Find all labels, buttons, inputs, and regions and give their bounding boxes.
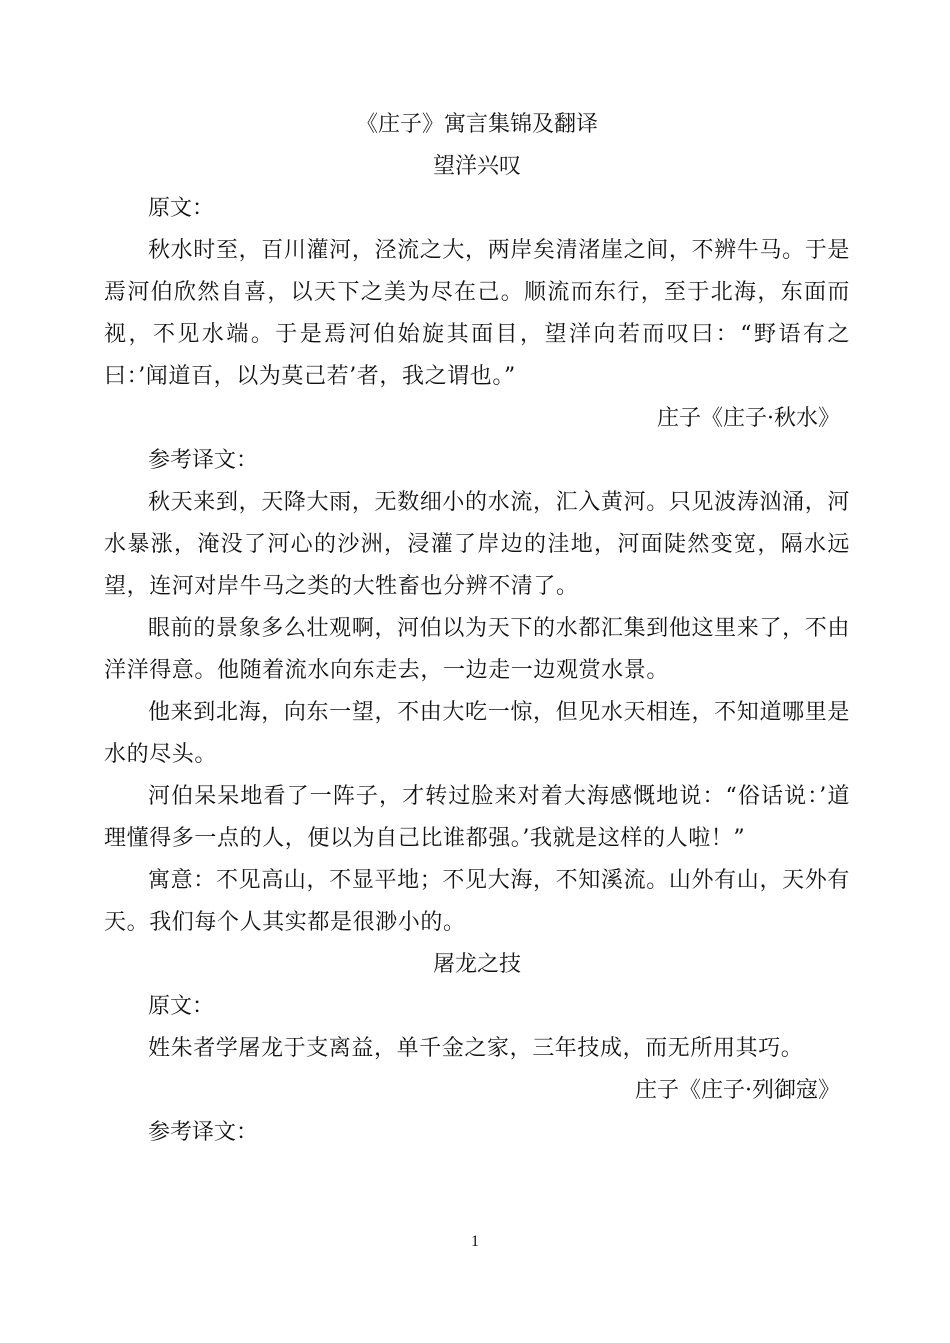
document-page <box>104 104 850 1154</box>
story-title: 望洋兴叹 <box>432 154 521 179</box>
original-label: 原文： <box>148 994 215 1019</box>
translation-paragraph: 他来到北海，向东一望，不由大吃一惊，但见水天相连，不知道哪里是水的尽头。 <box>104 700 850 767</box>
original-text: 姓朱者学屠龙于支离益，单千金之家，三年技成，而无所用其巧。 <box>148 1036 804 1061</box>
translation-label: 参考译文： <box>148 448 259 473</box>
translation-label: 参考译文： <box>148 1120 259 1145</box>
story-wangyang <box>104 146 850 944</box>
story-title: 屠龙之技 <box>432 952 521 977</box>
original-text: 秋水时至，百川灌河，泾流之大，两岸矣清渚崖之间，不辨牛马。于是焉河伯欣然自喜，以天下之美为尽在己。顺流而东行，至于北海，东面而视，不见水端。于是焉河伯始旋其面目，望洋向若而叹曰：“野语有之曰：’闻道百，以为莫己若’者，我之谓也。” <box>104 238 850 389</box>
translation-paragraph: 河伯呆呆地看了一阵子，才转过脸来对着大海感慨地说：“俗话说：’道理懂得多一点的人，便以为自己比谁都强。’我就是这样的人啦！” <box>104 784 850 851</box>
original-label: 原文： <box>148 196 215 221</box>
translation-paragraph: 眼前的景象多么壮观啊，河伯以为天下的水都汇集到他这里来了，不由洋洋得意。他随着流水向东走去，一边走一边观赏水景。 <box>104 616 850 683</box>
story-tulong <box>104 944 850 1154</box>
page-number: 1 <box>471 1233 479 1250</box>
moral-paragraph: 寓意：不见高山，不显平地；不见大海，不知溪流。山外有山，天外有天。我们每个人其实都是很渺小的。 <box>104 868 850 935</box>
source-citation: 庄子《庄子·秋水》 <box>657 406 840 431</box>
document-title: 《庄子》寓言集锦及翻译 <box>355 112 598 137</box>
translation-paragraph: 秋天来到，天降大雨，无数细小的水流，汇入黄河。只见波涛汹涌，河水暴涨，淹没了河心的沙洲，浸灌了岸边的洼地，河面陡然变宽，隔水远望，连河对岸牛马之类的大牲畜也分辨不清了。 <box>104 490 850 599</box>
source-citation: 庄子《庄子·列御寇》 <box>635 1078 840 1103</box>
